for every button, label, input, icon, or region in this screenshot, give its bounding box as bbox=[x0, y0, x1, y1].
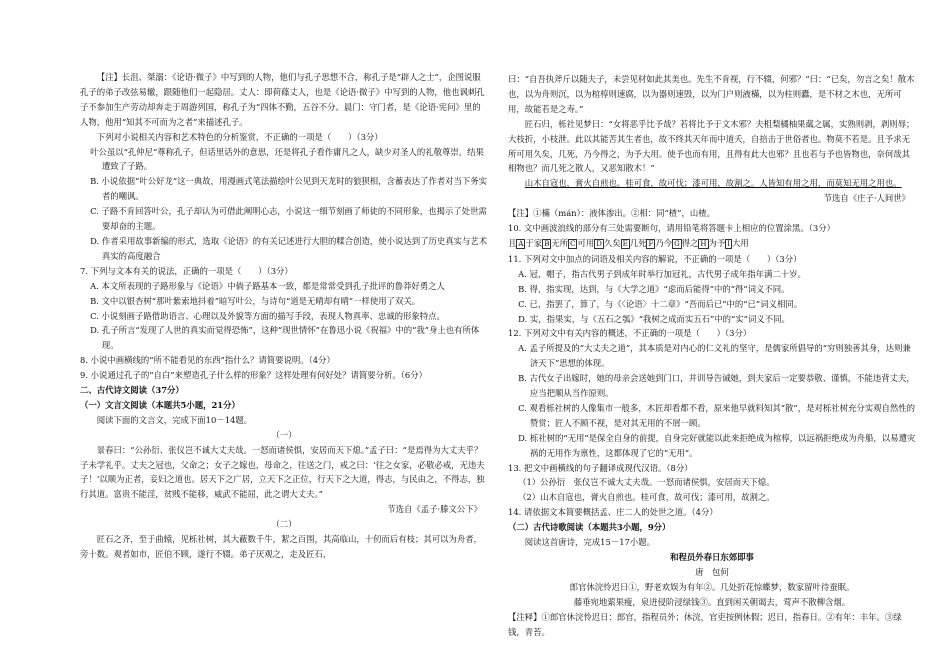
q10-box: I bbox=[727, 239, 731, 248]
passage-1-text: 景春曰：“公孙衍、张仪岂不诚大丈夫哉。一怒而诸侯惧，安居而天下熄。”孟子曰：“是焉得为大丈夫乎？子未学礼乎。丈夫之冠也，父命之；女子之嫁也，母命之，往送之门，戒之曰：‘往之女家，必敬必戒，无违夫子！’以顺为正者，妾妇之道也。居天下之广居，立天下之正位，行天下之大道，得志，与民由之，不得志，独行其道。富贵不能淫，贫贱不能移，威武不能屈，此之谓大丈夫。” bbox=[80, 444, 485, 500]
section-2-heading: 二、古代诗文阅读（37分） bbox=[80, 385, 184, 396]
poem-line-1: 郎官休浣怜迟日①，野老欢娱为有年②。几处折花惊蝶梦，数家留叶待蚕眠。 bbox=[569, 581, 855, 592]
left-column bbox=[80, 70, 488, 562]
q10-box: G bbox=[674, 239, 680, 248]
question-12: 12. 下列对文中有关内容的概述，不正确的一项是（ ）（3分） bbox=[508, 328, 752, 339]
passage-2-paragraph-2: 匠石归，栎社见梦曰：“女将恶乎比予哉？若将比予于文木邪？夫柤梨橘柚果蓏之属，实熟则剥，剥则辱；大枝折，小枝泄。此以其能苦其生者也，故不终其天年而中道夭，自掊击于世俗者也。物莫不若是。且予求无所可用久矣，几死，乃今得之，为予大用。使予也而有用，且得有此大也邪？且也若与予也皆物也，奈何哉其相物也？而几死之散人，又恶知散木！” bbox=[508, 118, 915, 174]
question-6-option-c: C. 子路不肯回答叶公，孔子却认为可借此阐明心志，小说这一细节刻画了师徒的不同形象，也揭示了处世需要却奋的主题。 bbox=[90, 206, 487, 232]
reading-instruction: 阅读下面的文言文，完成下面10－14题。 bbox=[96, 414, 253, 425]
poem-title: 和程员外春日东郊即事 bbox=[670, 552, 754, 562]
note-text: 【注】长沮、桀溺：《论语·微子》中写到的人物，他们与孔子思想不合，称孔子是“辟人之士”，企图说服孔子的弟子改弦易辙，跟随他们一起隐居。丈人：即荷蓧丈人，也是《论语·微子》中写到的人物，他也讽刺孔子不参加生产劳动却奔走于周游列国，称孔子为“四体不勤，五谷不分。晨门：守门者，是《论语·宪问》里的人物，他用“知其不可而为之者”来描述孔子。 bbox=[80, 72, 485, 127]
question-12-option-a: A. 孟子所提及的“大丈夫之道”，其本质是对内心的仁义礼的坚守，是儒家所倡导的“穷则独善其身，达则兼济天下”思想的体现。 bbox=[518, 343, 911, 369]
passage-2-label: （二） bbox=[271, 519, 297, 530]
question-6-option-a: 叶公虽以“孔仲尼”尊称孔子，但话里话外的意思，还是将孔子看作庸凡之人，缺少对圣人的礼敬尊崇，结果遭致了子路。 bbox=[90, 146, 484, 172]
passage-2-source: 节选自《庄子·人间世》 bbox=[823, 193, 910, 204]
poem-notes: 【注释】①郎官休浣怜迟日：郎官，指程员外；休浣，官吏按例休假；迟日，指春日。②有年：丰年。③绿钱，青苔。 bbox=[508, 611, 902, 637]
question-12-option-d: D. 栎社树的“无用”是保全自身的前提，自身完好就能以此来拒绝成为棺椁，以远祸拒绝成为舟船，以易遭灾祸的无用作为禀性，这都体现了它的“无用”。 bbox=[518, 432, 916, 458]
q10-text: 久矣 bbox=[603, 237, 621, 248]
q10-box: E bbox=[622, 239, 628, 248]
q10-box: B bbox=[544, 239, 550, 248]
question-7-option-b: B. 文中以银杏树“那叶紫索地抖着”暗写叶公，与诗句“道是无晴却有晴”一样使用了双关。 bbox=[90, 295, 421, 306]
passage-2-continued: 曰：“自吾执斧斤以随夫子，未尝见材如此其美也。先生不肯视，行不辍，何邪？”曰：“已矣，勿言之矣！散木也，以为舟则沉，以为棺椁则速腐，以为器则速毁，以为门户则液樠，以为柱则蠹，是不材之木也，无所可用，故能若是之寿。” bbox=[508, 74, 915, 114]
q10-box: D bbox=[596, 239, 602, 248]
q10-text: 为予 bbox=[708, 237, 726, 248]
question-9: 9. 小说通过孔子的“自白”来塑造孔子什么样的形象？这样处理有何好处？请简要分析。（6分） bbox=[80, 370, 427, 381]
q10-box: F bbox=[648, 239, 654, 248]
q10-text: 乃今 bbox=[655, 237, 673, 248]
q10-text: 无所 bbox=[551, 237, 569, 248]
question-11-option-c: C. 已，指罢了，算了，与《〈论语〉十二章》“吾而后已”中的“已”词义相同。 bbox=[518, 298, 803, 309]
question-6: 下列对小说相关内容和艺术特色的分析鉴赏，不正确的一项是（ ）（3分） bbox=[96, 131, 383, 142]
q10-text: 且 bbox=[508, 237, 517, 248]
question-7-option-c: C. 小说刻画子路借助语言、心理以及外貌等方面的描写手段，表现人物真率、忠诚的形象特点。 bbox=[90, 310, 445, 321]
subsection-1-heading: （一）文言文阅读（本题共5小题，21分） bbox=[80, 399, 240, 410]
question-12-option-c: C. 观看栎社树的人像集市一般多，木匠却看都不看，原来他早就料知其“散”，是对栎社树充分实观自然性的赞赏；匠人不顾不视，是对其无用的不屑一顾。 bbox=[518, 402, 915, 428]
q10-box: A bbox=[518, 239, 524, 248]
passage-2-paragraph-3: 山木自寇也，膏火自煎也。桂可食，故可伐；漆可用，故割之。人皆知有用之用，而莫知无用之用也。 bbox=[524, 178, 902, 189]
q10-box: C bbox=[570, 239, 576, 248]
poem-author: 唐 包何 bbox=[695, 566, 729, 577]
question-6-option-b: B. 小说依据“叶公好龙”这一典故，用漫画式笔法描绘叶公见到天龙时的狼狈相，含蓄表达了作者对当下务实者的嘲讽。 bbox=[90, 176, 487, 202]
reading-instruction-2: 阅读这首唐诗，完成15－17小题。 bbox=[524, 537, 655, 548]
subsection-2-heading: （二）古代诗歌阅读（本题共3小题，9分） bbox=[508, 522, 671, 533]
question-13-part-2: （2）山木自寇也，膏火自煎也。桂可食，故可伐；漆可用，故割之。 bbox=[518, 492, 775, 503]
q10-text: 于家 bbox=[525, 237, 543, 248]
question-7: 7. 下列与文本有关的说法，正确的一项是（ ）（3分） bbox=[80, 265, 293, 276]
question-11-option-a: A. 冠，帽子，指古代男子到成年时举行加冠礼，古代男子成年指年满二十岁。 bbox=[518, 268, 806, 279]
question-10: 10. 文中画波浪线的部分有三处需要断句，请用铅笔将答题卡上相应的位置涂黑。（3分） bbox=[508, 223, 835, 234]
question-12-option-b: B. 古代女子出嫁时，她的母亲会送她到门口，并训导告诫她，到夫家后一定要恭敬、谨慎，不能违背丈夫，应当把顺从当作原则。 bbox=[518, 373, 915, 399]
question-14: 14. 请依据文本简要概括孟、庄二人的处世之道。（4分） bbox=[508, 507, 718, 518]
q10-text: 得之 bbox=[681, 237, 699, 248]
question-8: 8. 小说中画横线的“所不能看见的东西”指什么？请简要说明。（4分） bbox=[80, 355, 335, 366]
right-column bbox=[508, 72, 916, 639]
q10-text: 可用 bbox=[577, 237, 595, 248]
q10-text: 大用 bbox=[732, 237, 749, 248]
passage-1-source: 节选自《孟子·滕文公下》 bbox=[387, 504, 482, 515]
question-11-option-b: B. 得，指实现，达到，与《大学之道》“虑而后能得”中的“得”词义不同。 bbox=[518, 283, 790, 294]
question-11-option-d: D. 实，指果实，与《五石之瓠》“我树之成而实五石”中的“实”词义不同。 bbox=[518, 313, 790, 324]
note-2-text: 【注】①樠（mán）：液体渗出。②相：同“楂”，山楂。 bbox=[508, 208, 715, 219]
question-10-boxes bbox=[508, 236, 916, 252]
question-13: 13. 把文中画横线的句子翻译成现代汉语。（8分） bbox=[508, 462, 693, 473]
q10-box: H bbox=[700, 239, 707, 248]
question-6-option-d: D. 作者采用故事新编的形式，选取《论语》的有关记述进行大胆的糅合创造，使小说达到了历史真实与艺术真实的高度融合 bbox=[90, 235, 488, 261]
passage-1-label: （一） bbox=[271, 429, 297, 440]
question-13-part-1: （1）公孙衍 张仪岂不诚大丈夫哉。一怒而诸侯惧，安居而天下熄。 bbox=[518, 477, 775, 488]
passage-2-text: 匠石之齐，至于曲辕，见栎社树，其大蔽数千牛，絜之百围，其高临山，十仞而后有枝；其可以为舟者，旁十数。观者如市，匠伯不顾，遂行不辍。弟子厌观之，走及匠石， bbox=[80, 534, 483, 559]
question-7-option-d: D. 孔子所言“发现了人世的真实而觉得恐怖”，这种“现世情怀”在鲁迅小说《祝福》中的“我”身上也有所体现。 bbox=[90, 325, 480, 351]
question-11: 11. 下列对文中加点的词语及相关内容的解说，不正确的一项是（ ）（3分） bbox=[508, 253, 802, 264]
q10-text: 几死 bbox=[629, 237, 647, 248]
poem-line-2: 藤垂宛地萦果瘦，泉迸侵阶浸绿钱③。直到闲关朝谒去，莺声不散柳含烟。 bbox=[573, 596, 851, 607]
question-7-option-a: A. 本文所表现的子路形象与《论语》中倘子路基本一致，都是常常受到孔子批评的鲁莽好勇之人 bbox=[90, 280, 445, 291]
